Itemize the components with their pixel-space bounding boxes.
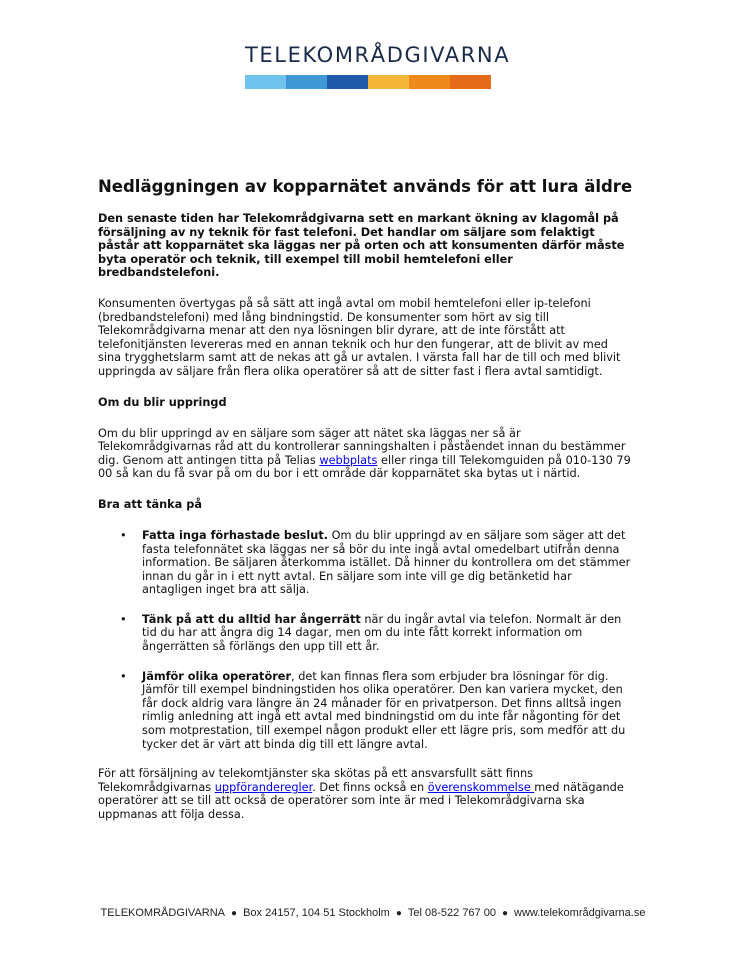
text-run: eller ringa till Telekomguiden på 010-130 79 00 så kan du få svar på om du bor i ett område där kopparnätet ska bytas ut i närtid. bbox=[98, 453, 631, 481]
footer-phone: Tel 08-522 767 00 bbox=[407, 907, 496, 919]
section-heading-uppringd: Om du blir uppringd bbox=[98, 395, 227, 409]
article-paragraph: Konsumenten övertygas på så sätt att ingå avtal om mobil hemtelefoni eller ip-telefoni (bredbandstelefoni) med lång bindningstid. De konsumenter som hört av sig till Telekområdgivarna menar att den nya lösningen blir dyrare, att de inte förstått att telefonitjänsten levereras med en annan teknik och hur den fungerar, att de blivit av med sina trygghetslarm samt att de nekas att gå ur avtalen. I värsta fall har de till och med blivit uppringda av säljare från flera olika operatörer så att de sitter fast i flera avtal samtidigt. bbox=[98, 296, 621, 378]
bullet-icon: • bbox=[120, 528, 127, 542]
overenskommelse-link[interactable]: överenskommelse bbox=[427, 780, 535, 794]
logo-bar-segment bbox=[409, 75, 450, 89]
article-title: Nedläggningen av kopparnätet används för att lura äldre bbox=[98, 177, 633, 196]
tip-bold: Fatta inga förhastade beslut. bbox=[142, 528, 329, 542]
telia-webbplats-link[interactable]: webbplats bbox=[319, 453, 378, 467]
logo-bar-segment bbox=[368, 75, 409, 89]
logo-bar-segment bbox=[327, 75, 368, 89]
logo-bar-segment bbox=[450, 75, 491, 89]
text-run: Om du blir uppringd av en säljare som säger att nätet ska läggas ner så är Telekområdgivarnas råd att du kontrollerar sanningshalten i påståendet innan du bestämmer dig. Genom att antingen titta på Telias bbox=[98, 426, 626, 467]
tips-list bbox=[98, 529, 634, 751]
logo-bar-segment bbox=[286, 75, 327, 89]
article bbox=[98, 176, 634, 822]
footer-web: www.telekområdgivarna.se bbox=[514, 907, 646, 919]
list-item bbox=[98, 529, 634, 597]
tip-bold: Jämför olika operatörer bbox=[142, 669, 292, 683]
logo-wordmark: TELEKOMRÅDGIVARNA bbox=[245, 43, 511, 67]
article-lead: Den senaste tiden har Telekområdgivarna sett en markant ökning av klagomål på försäljning av ny teknik för fast telefoni. Det handlar om säljare som felaktigt påstår att kopparnätet ska läggas ner på orten och att konsumenten därför måste byta operatör och teknik, till exempel till mobil hemtelefoni eller bredbandstelefoni. bbox=[98, 212, 625, 280]
list-item bbox=[98, 613, 634, 654]
uppforanderegler-link[interactable]: uppföranderegler bbox=[214, 780, 313, 794]
bullet-icon: • bbox=[120, 612, 127, 626]
footer-address: Box 24157, 104 51 Stockholm bbox=[243, 907, 390, 919]
text-run: . Det finns också en bbox=[312, 780, 428, 794]
tip-text: , det kan finnas flera som erbjuder bra lösningar för dig. Jämför till exempel bindningstiden hos olika operatörer. Den kan variera mycket, den får dock aldrig vara längre än 24 månader för en privatperson. Det finns alltså ingen rimlig anledning att ingå ett avtal med bindningstid om du inte får någonting för det som motprestation, till exempel någon produkt eller ett lägre pris, som medför att du tycker det är värt att binda dig till ett längre avtal. bbox=[142, 669, 626, 751]
logo-bar-segment bbox=[245, 75, 286, 89]
text-run: med nätägande operatörer att se till att också de operatörer som inte är med i Telekområdgivarna ska uppmanas att följa dessa. bbox=[98, 780, 624, 821]
section-paragraph-uppringd bbox=[98, 427, 634, 481]
separator-dot-icon: ● bbox=[231, 908, 238, 919]
separator-dot-icon: ● bbox=[395, 908, 402, 919]
logo-color-bar bbox=[245, 75, 491, 89]
separator-dot-icon: ● bbox=[501, 908, 509, 919]
closing-paragraph bbox=[98, 767, 634, 821]
tip-text: när du ingår avtal via telefon. Normalt är den tid du har att ångra dig 14 dagar, men om du inte fått korrekt information om ångerrätten så förlängs den upp till ett år. bbox=[142, 612, 622, 654]
section-heading-tips: Bra att tänka på bbox=[98, 497, 202, 511]
tip-text: Om du blir uppringd av en säljare som säger att det fasta telefonnätet ska läggas ner så bör du inte ingå avtal omedelbart utifrån denna information. Be säljaren återkomma istället. Då hinner du kontrollera om det stämmer innan du går in i ett nytt avtal. En säljare som inte vill ge dig betänketid har antagligen inget bra att sälja. bbox=[142, 528, 631, 597]
footer-org: TELEKOMRÅDGIVARNA bbox=[100, 907, 226, 919]
text-run: För att försäljning av telekomtjänster ska skötas på ett ansvarsfullt sätt finns Telekområdgivarnas bbox=[98, 767, 534, 794]
page-footer bbox=[0, 907, 746, 919]
list-item bbox=[98, 670, 634, 752]
bullet-icon: • bbox=[120, 669, 127, 683]
tip-bold: Tänk på att du alltid har ångerrätt bbox=[142, 612, 361, 626]
letterhead bbox=[0, 0, 746, 100]
